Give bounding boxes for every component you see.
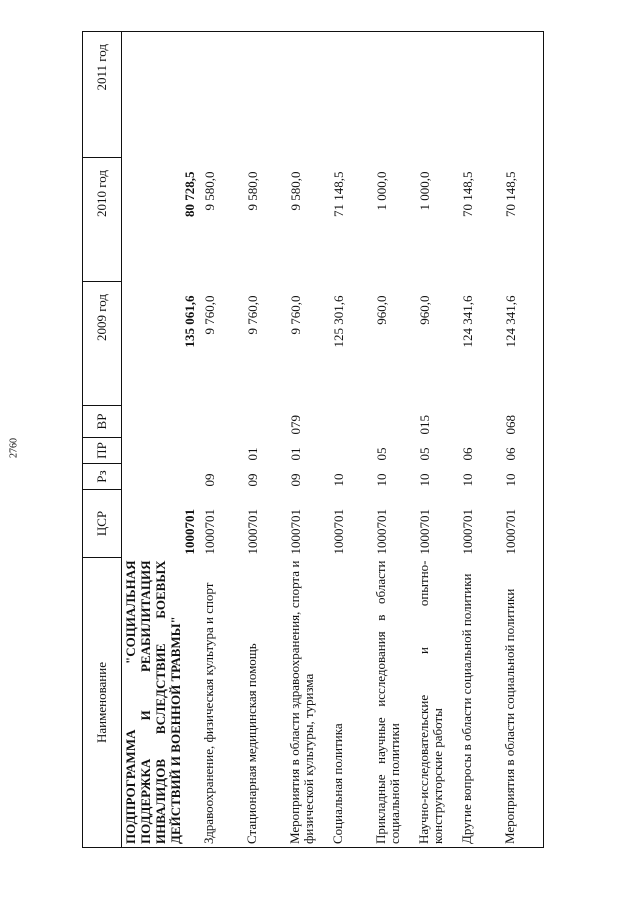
cell-vr <box>200 406 243 438</box>
budget-table <box>82 31 544 848</box>
header-name: Наименование <box>83 558 122 848</box>
cell-y2009: 124 341,6 <box>459 295 475 348</box>
cell-pr: 05 <box>416 447 432 461</box>
cell-csr: 1000701 <box>416 509 432 555</box>
cell-csr: 1000701 <box>373 509 389 555</box>
cell-pr: 05 <box>373 447 389 461</box>
cell-y2010: 71 148,5 <box>330 171 346 217</box>
cell-csr: 1000701 <box>501 490 544 558</box>
cell-y2009: 9 760,0 <box>201 295 217 335</box>
cell-vr <box>329 406 372 438</box>
cell-csr: 1000701 <box>459 509 475 555</box>
cell-y2011 <box>458 32 501 158</box>
cell-y2009: 960,0 <box>373 295 389 325</box>
cell-vr: 015 <box>416 415 432 435</box>
cell-y2011 <box>243 32 286 158</box>
cell-y2011 <box>200 32 243 158</box>
table-row <box>286 32 329 848</box>
header-vr: ВР <box>83 406 122 438</box>
cell-y2010: 9 580,0 <box>201 171 217 211</box>
cell-rz: 10 <box>416 473 432 487</box>
cell-pr <box>329 438 372 464</box>
cell-vr <box>458 406 501 438</box>
header-csr: ЦСР <box>83 490 122 558</box>
page-number: 2760 <box>8 438 20 458</box>
cell-rz: 10 <box>501 464 544 490</box>
cell-y2009: 9 760,0 <box>244 295 260 335</box>
subprogram-title: ПОДПРОГРАММА "СОЦИАЛЬНАЯ ПОДДЕРЖКА И РЕАБИЛИТАЦИЯ ИНВАЛИДОВ ВСЛЕДСТВИЕ БОЕВЫХ ДЕЙСТВИЙ И ВОЕННОЙ ТРАВМЫ" <box>123 560 183 844</box>
cell-rz <box>122 464 200 490</box>
cell-name: Научно-исследовательские и опытно-конструкторские работы <box>415 558 458 848</box>
cell-csr: 1000701 <box>181 509 197 555</box>
cell-csr: 1000701 <box>201 509 217 555</box>
cell-name: Другие вопросы в области социальной политики <box>458 558 501 848</box>
cell-vr <box>243 406 286 438</box>
cell-y2011 <box>501 32 544 158</box>
cell-y2010: 9 580,0 <box>244 171 260 211</box>
cell-vr: 079 <box>287 415 303 435</box>
cell-rz: 10 <box>330 473 346 487</box>
cell-csr: 1000701 <box>287 509 303 555</box>
header-2009: 2009 год <box>83 282 122 406</box>
cell-y2010: 70 148,5 <box>501 158 544 282</box>
cell-y2011 <box>286 32 329 158</box>
header-pr: ПР <box>83 438 122 464</box>
table-body <box>122 32 544 848</box>
table-row <box>243 32 286 848</box>
cell-pr: 06 <box>459 447 475 461</box>
cell-y2010: 1 000,0 <box>416 171 432 211</box>
cell-y2009: 960,0 <box>416 295 432 325</box>
cell-y2011 <box>415 32 458 158</box>
cell-y2011 <box>329 32 372 158</box>
cell-name: Мероприятия в области здравоохранения, спорта и физической культуры, туризма <box>286 558 329 848</box>
cell-rz: 09 <box>244 473 260 487</box>
table-row <box>200 32 243 848</box>
cell-y2010: 80 728,5 <box>181 171 197 217</box>
cell-y2009: 9 760,0 <box>287 295 303 335</box>
header-row <box>83 32 122 848</box>
cell-y2011 <box>372 32 415 158</box>
cell-vr <box>122 406 200 438</box>
header-2010: 2010 год <box>83 158 122 282</box>
cell-csr: 1000701 <box>244 509 260 555</box>
table-row <box>415 32 458 848</box>
cell-vr: 068 <box>501 406 544 438</box>
cell-name: Прикладные научные исследования в области социальной политики <box>372 558 415 848</box>
cell-name: Стационарная медицинская помощь <box>243 558 286 848</box>
cell-y2009: 124 341,6 <box>501 282 544 406</box>
cell-y2010: 70 148,5 <box>459 171 475 217</box>
cell-y2010: 9 580,0 <box>287 171 303 211</box>
cell-vr <box>372 406 415 438</box>
cell-rz: 10 <box>459 473 475 487</box>
header-rz: Рз <box>83 464 122 490</box>
cell-rz: 10 <box>373 473 389 487</box>
cell-name: Здравоохранение, физическая культура и спорт <box>200 558 243 848</box>
cell-rz: 09 <box>201 473 217 487</box>
cell-rz: 09 <box>287 473 303 487</box>
cell-pr <box>200 438 243 464</box>
table-row <box>122 32 200 848</box>
cell-name: Мероприятия в области социальной политики <box>501 558 544 848</box>
cell-y2009: 135 061,6 <box>181 295 197 348</box>
header-2011: 2011 год <box>83 32 122 158</box>
cell-name: Социальная политика <box>329 558 372 848</box>
cell-csr: 1000701 <box>330 509 346 555</box>
cell-name <box>122 558 200 848</box>
table-row <box>501 32 544 848</box>
cell-pr <box>122 438 200 464</box>
cell-pr: 01 <box>244 447 260 461</box>
cell-pr: 06 <box>501 438 544 464</box>
cell-y2011 <box>122 32 200 158</box>
cell-y2010: 1 000,0 <box>373 171 389 211</box>
table-row <box>329 32 372 848</box>
cell-pr: 01 <box>287 447 303 461</box>
budget-table-rotated <box>82 32 540 848</box>
table-row <box>372 32 415 848</box>
cell-y2009: 125 301,6 <box>330 295 346 348</box>
table-row <box>458 32 501 848</box>
